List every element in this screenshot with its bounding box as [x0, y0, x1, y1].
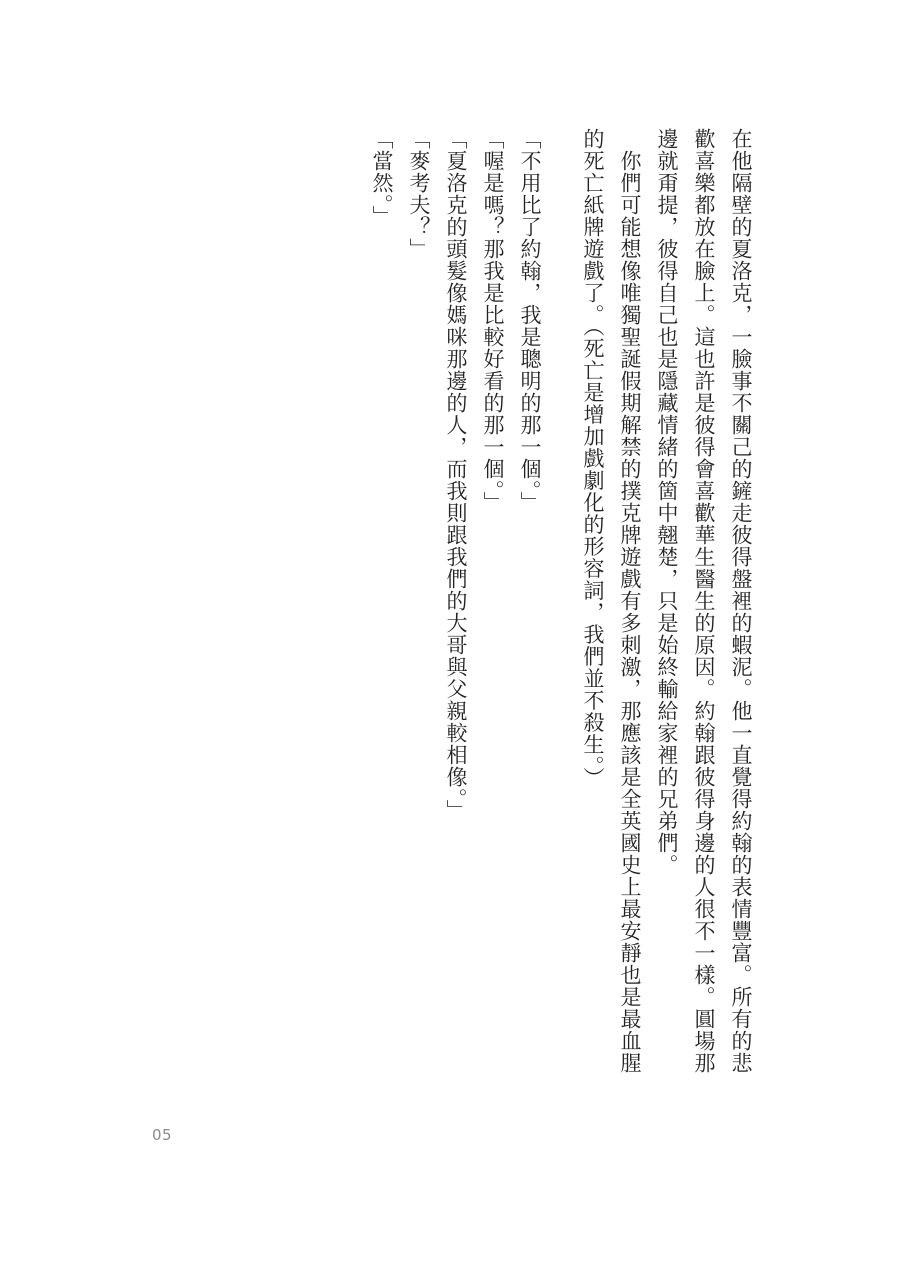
paragraph-narration-2: 你們可能想像唯獨聖誕假期解禁的撲克牌遊戲有多刺激，那應該是全英國史上最安靜也是最血腥的死亡紙牌遊戲了。（死亡是增加戲劇化的形容詞，我們並不殺生。） — [581, 128, 642, 1074]
body-text — [363, 128, 759, 1088]
dialogue-line-4: 「麥考夫？」 — [407, 128, 431, 260]
page-number: 05 — [152, 1126, 173, 1144]
dialogue-line-5: 「當然。」 — [370, 128, 394, 228]
paragraph-narration-1: 在他隔壁的夏洛克，一臉事不關己的鏟走彼得盤裡的蝦泥。他一直覺得約翰的表情豐富。所有的悲歡喜樂都放在臉上。這也許是彼得會喜歡華生醫生的原因。約翰跟彼得身邊的人很不一樣。圓場那邊就甭提，彼得自己也是隱藏情緒的箇中翹楚，只是始終輸給家裡的兄弟們。 — [655, 128, 753, 1074]
dialogue-line-1: 「不用比了約翰，我是聰明的那一個。」 — [518, 128, 542, 514]
dialogue-line-3: 「夏洛克的頭髮像媽咪那邊的人，而我則跟我們的大哥與父親較相像。」 — [444, 128, 468, 822]
dialogue-line-2: 「喔是嗎？那我是比較好看的那一個。」 — [481, 128, 505, 514]
